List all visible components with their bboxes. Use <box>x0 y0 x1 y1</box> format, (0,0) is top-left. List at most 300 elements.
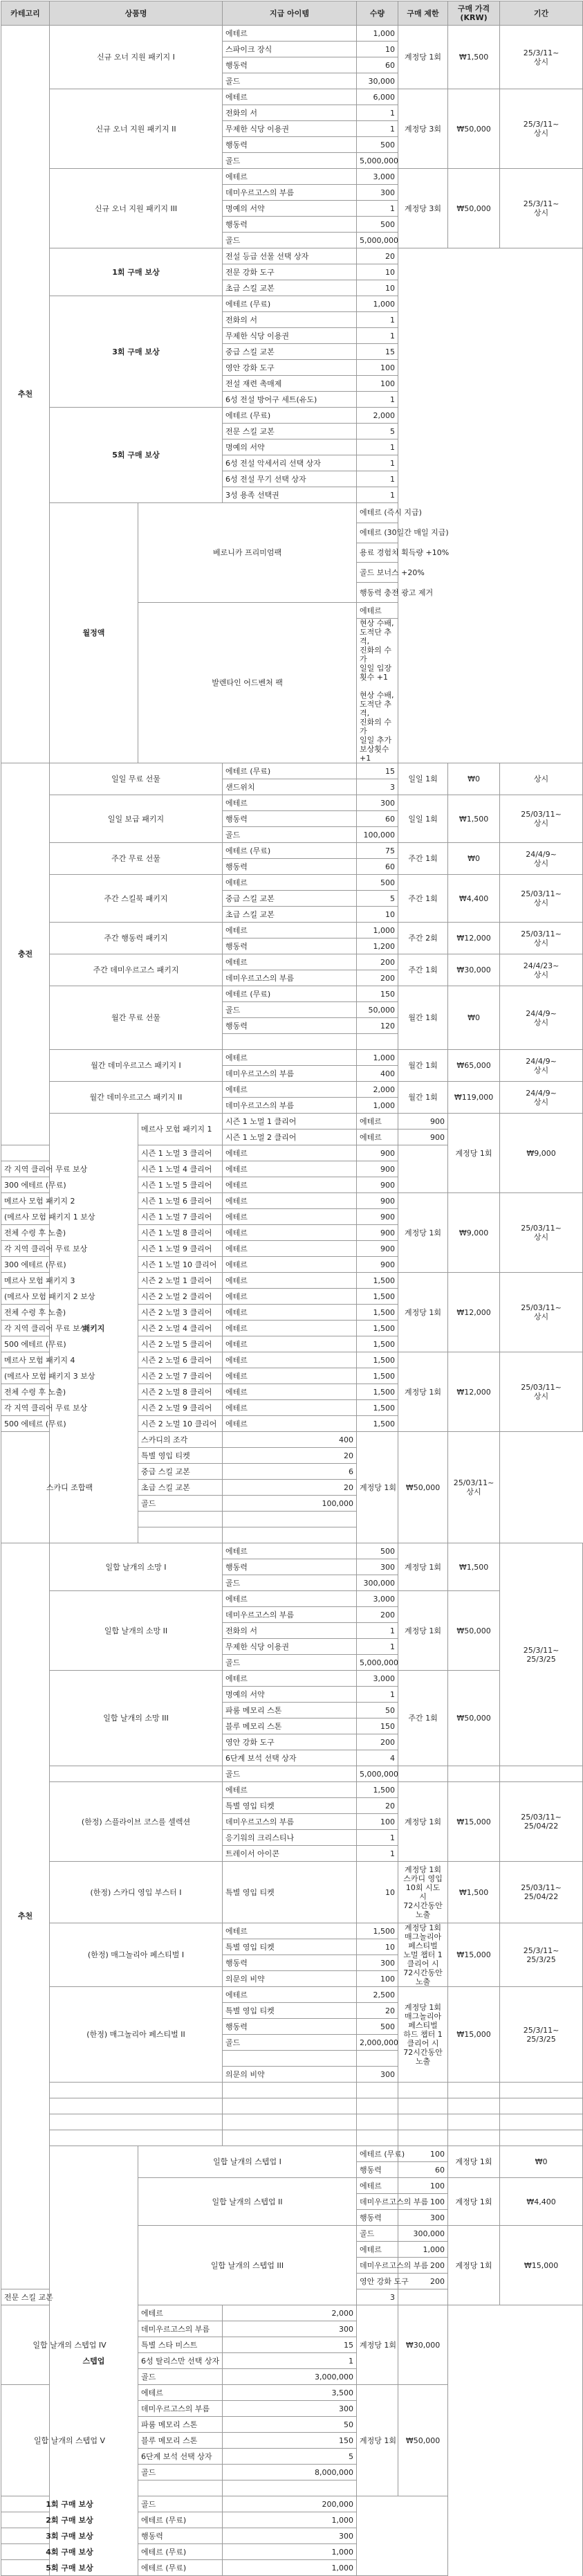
item-cell: 전화의 서 <box>223 1623 357 1639</box>
item-cell: 에테르 <box>357 603 398 619</box>
item-cell: 특별 영입 티켓 <box>223 1862 357 1923</box>
price-cell: ₩0 <box>448 986 500 1050</box>
price-cell: ₩1,500 <box>448 1862 500 1923</box>
qty-cell: 900 <box>357 1241 398 1257</box>
table-row <box>1 795 583 811</box>
item-cell: 데미우르고스의 부름 <box>357 2194 398 2210</box>
product-cell: 메르사 모험 패키지 1 <box>138 1114 223 1145</box>
price-cell: ₩50,000 <box>448 169 500 248</box>
product-cell: 월간 데미우르고스 패키지 I <box>50 1050 223 1082</box>
product-cell: 주간 데미우르고스 패키지 <box>50 954 223 986</box>
period-cell <box>500 1766 583 1782</box>
table-row <box>1 1114 583 1130</box>
period-cell: 25/03/11~ 상시 <box>500 1273 583 1352</box>
item-cell: 에테르 <box>223 1305 357 1321</box>
qty-cell: 1,000 <box>357 1050 398 1066</box>
item-cell: 전화의 서 <box>223 312 357 328</box>
item-cell: 행동력 <box>357 2162 398 2178</box>
mission-cell: 시즌 2 노멀 7 클리어 <box>138 1368 223 1384</box>
item-cell: 골드 <box>223 1575 357 1591</box>
qty-cell: 2,000,000 <box>357 2035 398 2051</box>
item-cell: 에테르 <box>223 1321 357 1336</box>
item-cell: 전문 스킬 교본 <box>223 424 357 439</box>
limit-cell <box>398 2083 448 2098</box>
qty-cell: 1,500 <box>357 1400 398 1416</box>
qty-cell: 50 <box>223 2417 357 2433</box>
product-cell <box>1 1145 50 1161</box>
limit-cell: 계정당 3회 <box>398 169 448 248</box>
product-cell: (메르사 모험 패키지 3 보상 <box>1 1368 50 1384</box>
item-cell: 골드 <box>357 2226 398 2242</box>
item-cell: 에테르 <box>223 1289 357 1305</box>
qty-cell: 2,000 <box>357 1082 398 1098</box>
price-cell: ₩0 <box>500 2146 583 2178</box>
product-cell: 500 에테르 (무료) <box>1 1416 50 1432</box>
item-cell: 에테르 (무료) <box>223 986 357 1002</box>
product-cell: 각 지역 클리어 무료 보상 <box>1 1241 50 1257</box>
qty-cell: 1,000 <box>357 296 398 312</box>
product-cell: 5회 구매 보상 <box>1 2560 138 2576</box>
mission-cell: 시즌 1 노멀 2 클리어 <box>223 1130 357 1145</box>
qty-cell: 4 <box>357 1750 398 1766</box>
item-cell <box>223 2051 357 2067</box>
item-cell: 트레이서 아이콘 <box>223 1846 357 1862</box>
item-cell <box>223 2130 357 2146</box>
qty-cell: 1,500 <box>357 1782 398 1798</box>
price-cell: ₩50,000 <box>448 1591 500 1671</box>
product-cell: 4회 구매 보상 <box>1 2544 138 2560</box>
item-cell: 에테르 <box>223 1145 357 1161</box>
price-cell <box>448 2098 500 2114</box>
qty-cell: 300 <box>357 795 398 811</box>
table-row <box>1 2114 583 2130</box>
product-cell: 주간 무료 선물 <box>50 843 223 875</box>
price-cell: ₩1,500 <box>448 26 500 89</box>
limit-cell: 계정당 1회 <box>398 1782 448 1862</box>
price-cell <box>448 1766 500 1782</box>
item-cell: 명예의 서약 <box>223 439 357 455</box>
product-cell: 발렌타인 어드벤처 팩 <box>138 603 357 763</box>
limit-cell <box>357 2496 448 2576</box>
product-cell: 메르사 모험 패키지 3 <box>1 1273 50 1289</box>
limit-cell: 주간 1회 <box>398 875 448 923</box>
qty-cell: 900 <box>357 1209 398 1225</box>
item-cell: 데미우르고스의 부름 <box>138 2401 223 2417</box>
item-cell: 에테르 <box>357 1114 398 1130</box>
item-cell: 초급 스킬 교본 <box>138 1480 223 1496</box>
item-cell <box>138 2480 223 2496</box>
qty-cell: 100 <box>357 360 398 376</box>
limit-cell: 계정당 1회 <box>398 1273 448 1352</box>
table-row <box>1 2385 583 2401</box>
qty-cell: 60 <box>398 2162 448 2178</box>
product-cell: 월간 무료 선물 <box>50 986 223 1050</box>
mission-cell: 시즌 1 노멀 9 클리어 <box>138 1241 223 1257</box>
item-cell: 현상 수배, 도적단 추격, 진화의 수가 일일 입장횟수 +1 현상 수배, 도적단 추격, 진화의 수가 일일 추가보상횟수 +1 <box>357 619 398 763</box>
limit-cell: 월간 1회 <box>398 1050 448 1082</box>
qty-cell: 1 <box>357 1687 398 1703</box>
qty-cell: 300,000 <box>357 1575 398 1591</box>
mission-cell: 시즌 1 노멀 10 클리어 <box>138 1257 223 1273</box>
item-cell: 골드 <box>223 1655 357 1671</box>
item-cell: 전문 스킬 교본 <box>1 2289 50 2305</box>
table-row <box>1 923 583 938</box>
qty-cell: 150 <box>357 1718 398 1734</box>
limit-cell: 계정당 3회 <box>398 89 448 169</box>
qty-cell: 1 <box>357 471 398 487</box>
price-cell: ₩12,000 <box>448 1352 500 1432</box>
qty-cell: 1 <box>357 105 398 121</box>
qty-cell: 500 <box>357 1543 398 1559</box>
item-cell: 명예의 서약 <box>223 1687 357 1703</box>
item-cell: 특별 영입 티켓 <box>223 2003 357 2019</box>
table-row <box>1 1782 583 1798</box>
qty-cell: 1,500 <box>357 1289 398 1305</box>
item-cell: 에테르 <box>223 1384 357 1400</box>
table-row <box>1 89 583 105</box>
period-cell: 25/03/11~ 상시 <box>500 1352 583 1432</box>
qty-cell: 1 <box>223 2353 357 2369</box>
item-cell: 의문의 비약 <box>223 1971 357 1987</box>
item-cell: 데미우르고스의 부름 <box>357 2258 398 2274</box>
mission-cell: 시즌 2 노멀 3 클리어 <box>138 1305 223 1321</box>
limit-cell <box>398 2130 448 2146</box>
item-cell: 데미우르고스의 부름 <box>223 970 357 986</box>
item-cell: 행동력 <box>223 1955 357 1971</box>
item-cell: 특별 영입 티켓 <box>223 1798 357 1814</box>
qty-cell: 5 <box>357 424 398 439</box>
qty-cell: 1 <box>357 487 398 503</box>
qty-cell: 60 <box>357 811 398 827</box>
price-cell: ₩15,000 <box>500 2226 583 2305</box>
product-cell: 일합 날개의 소망 III <box>50 1671 223 1766</box>
qty-cell: 100 <box>357 1814 398 1830</box>
shop-table <box>1 1 583 2576</box>
qty-cell: 1,200 <box>357 938 398 954</box>
category-cell: 충전 <box>1 763 50 1145</box>
qty-cell <box>223 1527 357 1543</box>
price-cell: ₩15,000 <box>448 1782 500 1862</box>
qty-cell: 2,000 <box>223 2305 357 2321</box>
product-cell: (메르사 모험 패키지 1 보상 <box>1 1209 50 1225</box>
product-cell: 3회 구매 보상 <box>1 2528 138 2544</box>
limit-cell: 계정당 1회 <box>398 26 448 89</box>
table-row <box>1 2146 583 2162</box>
qty-cell: 2,000 <box>357 408 398 424</box>
period-cell <box>500 2083 583 2098</box>
item-cell: 에테르 <box>223 1543 357 1559</box>
item-cell: 응기워의 크리스티나 <box>223 1830 357 1846</box>
limit-cell: 주간 1회 <box>398 954 448 986</box>
price-cell: ₩15,000 <box>448 1987 500 2083</box>
qty-cell: 2,500 <box>357 1987 398 2003</box>
item-cell: 에테르 (무료) <box>138 2544 223 2560</box>
item-cell <box>223 2083 357 2098</box>
product-cell: 스카디 조합팩 <box>1 1432 138 1543</box>
qty-cell: 1,000 <box>398 2242 448 2258</box>
qty-cell: 300 <box>357 2067 398 2083</box>
item-cell: 에테르 <box>223 1241 357 1257</box>
price-cell: ₩1,500 <box>448 1543 500 1591</box>
item-cell: 용료 경험치 획득량 +10% <box>357 543 398 563</box>
item-cell: 에테르 <box>223 1177 357 1193</box>
limit-cell <box>398 2098 448 2114</box>
qty-cell: 150 <box>223 2433 357 2449</box>
qty-cell: 300 <box>223 2528 357 2544</box>
item-cell: 에테르 <box>138 2305 223 2321</box>
product-cell: 일합 날개의 소망 II <box>50 1591 223 1671</box>
qty-cell: 1,500 <box>357 1305 398 1321</box>
price-cell: ₩1,500 <box>448 795 500 843</box>
item-cell: 전화의 서 <box>223 105 357 121</box>
item-cell: 초급 스킬 교본 <box>223 907 357 923</box>
mission-cell: 시즌 1 노멀 1 클리어 <box>223 1114 357 1130</box>
item-cell: 무제한 식당 이용권 <box>223 328 357 344</box>
price-cell: ₩4,400 <box>500 2178 583 2226</box>
period-cell <box>500 2130 583 2146</box>
product-cell: 2회 구매 보상 <box>1 2512 138 2528</box>
item-cell: 에테르 <box>223 1591 357 1607</box>
qty-cell: 3,000 <box>357 1591 398 1607</box>
header-product: 상품명 <box>50 1 223 26</box>
qty-cell: 1 <box>357 121 398 137</box>
limit-cell: 계정당 1회 <box>357 2385 398 2496</box>
table-row <box>1 2512 583 2528</box>
product-cell <box>50 2098 223 2114</box>
item-cell: 에테르 (무료) <box>138 2560 223 2576</box>
mission-cell: 시즌 1 노멀 6 클리어 <box>138 1193 223 1209</box>
item-cell: 중급 스킬 교본 <box>223 891 357 907</box>
item-cell: 에테르 <box>357 2242 398 2258</box>
qty-cell: 1 <box>357 1639 398 1655</box>
qty-cell: 5,000,000 <box>357 233 398 248</box>
item-cell: 에테르 <box>223 954 357 970</box>
table-row <box>1 2496 583 2512</box>
item-cell: 데미우르고스의 부름 <box>138 2321 223 2337</box>
item-cell: 샌드위치 <box>223 779 357 795</box>
period-cell: 24/4/9~ 상시 <box>500 1050 583 1082</box>
item-cell: 에테르 <box>223 1193 357 1209</box>
limit-cell: 일일 1회 <box>398 795 448 843</box>
qty-cell: 1,500 <box>357 1352 398 1368</box>
period-cell: 25/03/11~ 상시 <box>500 1193 583 1273</box>
item-cell: 스파이크 장식 <box>223 42 357 57</box>
header-price-label: 구매 가격 (KRW) <box>457 4 490 22</box>
product-cell: 각 지역 클리어 무료 보상 <box>1 1321 50 1336</box>
table-row <box>1 2560 583 2576</box>
qty-cell: 10 <box>357 264 398 280</box>
item-cell: 전설 등급 선물 선택 상자 <box>223 248 357 264</box>
limit-cell: 계정당 1회 <box>398 1591 448 1671</box>
period-cell <box>500 2098 583 2114</box>
product-cell: 일일 보급 패키지 <box>50 795 223 843</box>
table-row <box>1 954 583 970</box>
item-cell: 행동력 <box>223 938 357 954</box>
product-cell: 신규 오너 지원 패키지 II <box>50 89 223 169</box>
item-cell: 골드 <box>223 73 357 89</box>
period-cell: 24/4/9~ 상시 <box>500 843 583 875</box>
table-row <box>1 2544 583 2560</box>
qty-cell: 15 <box>357 344 398 360</box>
qty-cell: 1,000 <box>223 2544 357 2560</box>
product-cell: 1회 구매 보상 <box>50 248 223 296</box>
period-cell: 25/03/11~ 상시 <box>448 1432 500 1543</box>
qty-cell: 30,000 <box>357 73 398 89</box>
limit-cell: 주간 2회 <box>398 923 448 954</box>
item-cell: 골드 <box>223 1002 357 1018</box>
product-cell: (한정) 매그놀리아 페스티벌 I <box>50 1923 223 1987</box>
item-cell: 에테르 <box>223 923 357 938</box>
qty-cell: 300,000 <box>398 2226 448 2242</box>
mission-cell: 시즌 2 노멀 10 클리어 <box>138 1416 223 1432</box>
product-cell: 신규 오너 지원 패키지 III <box>50 169 223 248</box>
table-row <box>1 1591 583 1607</box>
qty-cell: 3,000 <box>357 1671 398 1687</box>
price-cell <box>448 2114 500 2130</box>
qty-cell: 1,000 <box>357 26 398 42</box>
qty-cell: 500 <box>357 875 398 891</box>
item-cell: 행동력 <box>223 2019 357 2035</box>
item-cell: 에테르 (무료) <box>357 2146 398 2162</box>
table-row <box>1 2130 583 2146</box>
qty-cell: 1,500 <box>357 1923 398 1939</box>
qty-cell: 1,500 <box>357 1368 398 1384</box>
qty-cell: 100 <box>398 2146 448 2162</box>
qty-cell: 15 <box>357 763 398 779</box>
qty-cell: 150 <box>357 986 398 1002</box>
qty-cell: 900 <box>357 1161 398 1177</box>
price-cell: ₩12,000 <box>448 1273 500 1352</box>
mission-cell: 시즌 2 노멀 4 클리어 <box>138 1321 223 1336</box>
mission-cell: 시즌 1 노멀 4 클리어 <box>138 1161 223 1177</box>
qty-cell: 15 <box>223 2337 357 2353</box>
qty-cell: 1,000 <box>357 1098 398 1114</box>
qty-cell: 400 <box>357 1066 398 1082</box>
qty-cell <box>357 2051 398 2067</box>
item-cell <box>138 1512 223 1527</box>
limit-cell: 일일 1회 <box>398 763 448 795</box>
table-row <box>1 1923 583 1939</box>
item-cell: 에테르 (무료) <box>223 408 357 424</box>
price-cell: ₩0 <box>448 763 500 795</box>
item-cell: 파룸 메모리 스톤 <box>223 1703 357 1718</box>
qty-cell: 1 <box>357 1830 398 1846</box>
item-cell: 중급 스킬 교본 <box>223 344 357 360</box>
product-cell: 일일 무료 선물 <box>50 763 223 795</box>
item-cell: 에테르 <box>223 1257 357 1273</box>
qty-cell: 10 <box>357 1939 398 1955</box>
qty-cell: 900 <box>398 1114 448 1130</box>
table-row <box>1 1432 583 1448</box>
item-cell: 6성 전설 악세서리 선택 상자 <box>223 455 357 471</box>
item-cell: 에테르 <box>357 1130 398 1145</box>
item-cell: 특별 영입 티켓 <box>223 1939 357 1955</box>
table-row <box>1 2528 583 2544</box>
qty-cell: 200 <box>357 1734 398 1750</box>
item-cell: 에테르 <box>223 1336 357 1352</box>
qty-cell: 60 <box>357 57 398 73</box>
item-cell: 에테르 <box>223 169 357 185</box>
limit-cell: 계정당 1회 <box>357 2305 398 2385</box>
qty-cell <box>357 2114 398 2130</box>
limit-cell <box>398 248 583 763</box>
qty-cell <box>357 2083 398 2098</box>
item-cell: 행동력 <box>223 57 357 73</box>
header-category: 카테고리 <box>1 1 50 26</box>
qty-cell: 900 <box>357 1145 398 1161</box>
qty-cell: 20 <box>357 1798 398 1814</box>
qty-cell: 60 <box>357 859 398 875</box>
table-row <box>1 26 583 42</box>
item-cell: 6단계 보석 선택 상자 <box>138 2449 223 2465</box>
item-cell: 6성 탈리스만 선택 상자 <box>138 2353 223 2369</box>
limit-cell: 계정당 1회 매그놀리아 페스티벌 노멀 챕터 1 클리어 시 72시간동안 노출 <box>398 1923 448 1987</box>
item-cell: 에테르 <box>223 1416 357 1432</box>
qty-cell: 900 <box>357 1257 398 1273</box>
mission-cell: 시즌 2 노멀 9 클리어 <box>138 1400 223 1416</box>
item-cell: 에테르 (무료) <box>223 296 357 312</box>
period-cell: 24/4/23~ 상시 <box>500 954 583 986</box>
qty-cell: 100 <box>398 2194 448 2210</box>
qty-cell: 500 <box>357 2019 398 2035</box>
mission-cell: 시즌 2 노멀 8 클리어 <box>138 1384 223 1400</box>
qty-cell: 10 <box>357 280 398 296</box>
qty-cell: 300 <box>357 1559 398 1575</box>
price-cell: ₩50,000 <box>398 2385 448 2496</box>
qty-cell: 300 <box>357 1955 398 1971</box>
qty-cell: 3,500 <box>223 2385 357 2401</box>
qty-cell: 10 <box>357 907 398 923</box>
item-cell: 에테르 <box>223 1368 357 1384</box>
price-cell: ₩50,000 <box>448 1671 500 1766</box>
item-cell: 행동력 <box>138 2528 223 2544</box>
item-cell: 에테르 <box>223 1987 357 2003</box>
product-cell: (한정) 스카디 영입 부스터 I <box>50 1862 223 1923</box>
qty-cell: 300 <box>357 185 398 201</box>
item-cell: 3성 용족 선택권 <box>223 487 357 503</box>
period-cell: 25/03/11~ 상시 <box>500 795 583 843</box>
qty-cell: 100 <box>357 1971 398 1987</box>
product-cell: 메르사 모험 패키지 2 <box>1 1193 50 1209</box>
item-cell: 골드 <box>223 827 357 843</box>
period-cell: 25/3/11~ 상시 <box>500 26 583 89</box>
header-row <box>1 1 583 26</box>
qty-cell: 900 <box>357 1193 398 1209</box>
qty-cell: 20 <box>357 2003 398 2019</box>
item-cell: 에테르 <box>223 1782 357 1798</box>
header-limit: 구매 제한 <box>398 1 448 26</box>
price-cell <box>448 2130 500 2146</box>
price-cell: ₩9,000 <box>500 1114 583 1193</box>
item-cell: 에테르 <box>223 875 357 891</box>
category-cell: 추천 <box>1 26 50 763</box>
table-row <box>1 1082 583 1098</box>
limit-cell: 계정당 1회 매그놀리아 페스티벌 하드 챕터 1 클리어 시 72시간동안 노출 <box>398 1987 448 2083</box>
item-cell: 골드 <box>223 1766 357 1782</box>
product-cell <box>50 2114 223 2130</box>
table-row <box>1 2305 583 2321</box>
item-cell: 영안 강화 도구 <box>357 2274 398 2289</box>
item-cell: 에테르 <box>223 795 357 811</box>
qty-cell: 500 <box>357 137 398 153</box>
qty-cell: 200 <box>398 2258 448 2274</box>
qty-cell: 5,000,000 <box>357 153 398 169</box>
item-cell <box>223 2098 357 2114</box>
table-row <box>1 1050 583 1066</box>
qty-cell: 1 <box>357 201 398 217</box>
product-cell: 주간 스킬북 패키지 <box>50 875 223 923</box>
item-cell: 골드 <box>138 2465 223 2480</box>
